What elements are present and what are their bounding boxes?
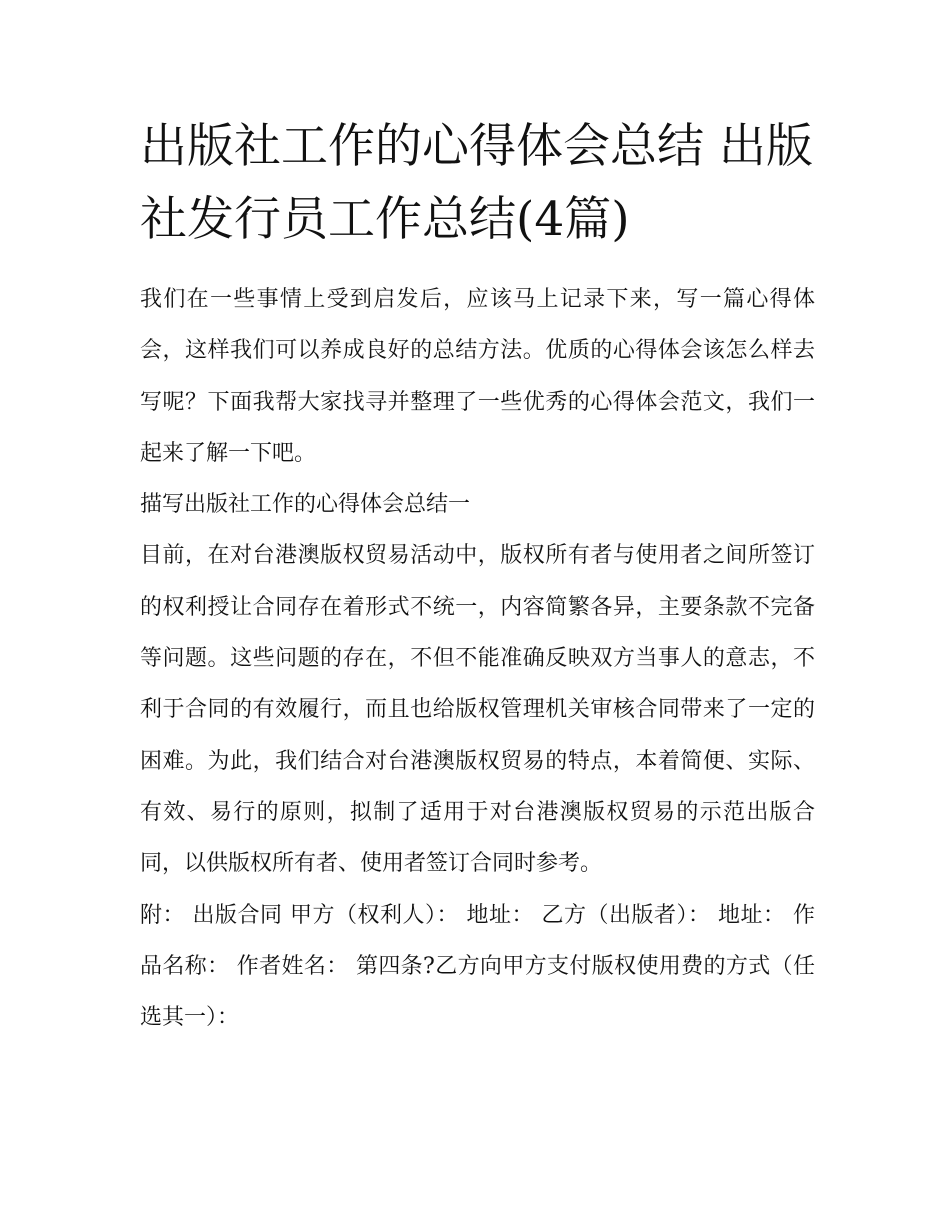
appendix-paragraph: 附： 出版合同 甲方（权利人）： 地址： 乙方（出版者）： 地址： 作品名称： 作者姓名： 第四条?乙方向甲方支付版权使用费的方式（任选其一）： [140, 902, 815, 1031]
body-paragraph: 目前，在对台港澳版权贸易活动中，版权所有者与使用者之间所签订的权利授让合同存在着形式不统一，内容简繁各异，主要条款不完备等问题。这些问题的存在，不但不能准确反映双方当事人的意志，不利于合同的有效履行，而且也给版权管理机关审核合同带来了一定的困难。为此，我们结合对台港澳版权贸易的特点，本着简便、实际、有效、易行的原则，拟制了适用于对台港澳版权贸易的示范出版合同，以供版权所有者、使用者签订合同时参考。 [140, 543, 815, 877]
document-title: 出版社工作的心得体会总结 出版社发行员工作总结(4篇) [140, 119, 813, 247]
document-body [140, 274, 815, 1043]
section-heading: 描写出版社工作的心得体会总结一 [140, 492, 471, 518]
intro-paragraph: 我们在一些事情上受到启发后，应该马上记录下来，写一篇心得体会，这样我们可以养成良好的总结方法。优质的心得体会该怎么样去写呢？下面我帮大家找寻并整理了一些优秀的心得体会范文，我们一起来了解一下吧。 [140, 287, 815, 466]
